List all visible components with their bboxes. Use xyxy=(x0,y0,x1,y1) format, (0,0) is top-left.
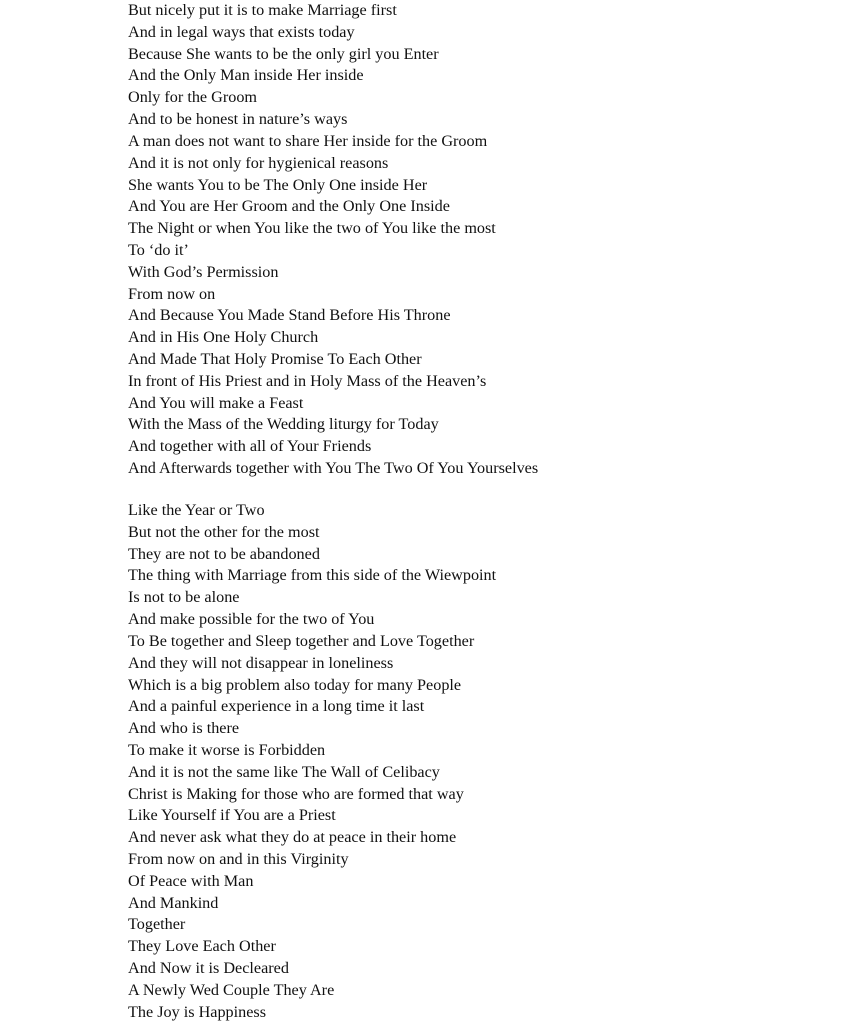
poem-line: Because She wants to be the only girl you Enter xyxy=(128,44,439,63)
poem-line: They are not to be abandoned xyxy=(128,544,320,563)
stanza-2 xyxy=(128,500,496,1024)
poem-line: And in legal ways that exists today xyxy=(128,22,355,41)
poem-line: Like Yourself if You are a Priest xyxy=(128,806,336,825)
poem-line: But not the other for the most xyxy=(128,522,320,541)
poem-line: And together with all of Your Friends xyxy=(128,437,372,456)
poem-line: And never ask what they do at peace in their home xyxy=(128,828,457,847)
poem-line: And who is there xyxy=(128,719,240,738)
poem-line: And Because You Made Stand Before His Throne xyxy=(128,306,451,325)
poem-line: To ‘do it’ xyxy=(128,240,189,259)
poem-line: From now on and in this Virginity xyxy=(128,850,349,868)
poem-line: With God’s Permission xyxy=(128,262,279,281)
poem-line: Christ is Making for those who are formed that way xyxy=(128,784,464,803)
poem-line: Only for the Groom xyxy=(128,88,258,107)
poem-line: Together xyxy=(128,915,186,934)
poem-line: Is not to be alone xyxy=(128,588,240,607)
poem-line: A Newly Wed Couple They Are xyxy=(128,980,335,999)
poem-line: And to be honest in nature’s ways xyxy=(128,110,348,129)
poem-line: With the Mass of the Wedding liturgy for Today xyxy=(128,415,439,434)
poem-line: And a painful experience in a long time it last xyxy=(128,697,425,716)
poem-line: And make possible for the two of You xyxy=(128,610,375,629)
poem-line: And it is not the same like The Wall of Celibacy xyxy=(128,762,440,781)
poem-line: And Made That Holy Promise To Each Other xyxy=(128,350,422,368)
poem-line: Which is a big problem also today for many People xyxy=(128,675,462,694)
poem-line: And Now it is Decleared xyxy=(128,959,289,978)
poem-line: And it is not only for hygienical reasons xyxy=(128,153,389,172)
poem-line: A man does not want to share Her inside for the Groom xyxy=(128,131,488,150)
poem-line: She wants You to be The Only One inside Her xyxy=(128,175,428,194)
poem-line: They Love Each Other xyxy=(128,937,276,956)
poem-line: To make it worse is Forbidden xyxy=(128,740,326,759)
poem-line: And Afterwards together with You The Two Of You Yourselves xyxy=(128,459,539,478)
poem-line: And You are Her Groom and the Only One Inside xyxy=(128,197,450,216)
poem-line: The thing with Marriage from this side of the Wiewpoint xyxy=(128,566,497,585)
poem-line: And in His One Holy Church xyxy=(128,328,319,347)
poem-line: Of Peace with Man xyxy=(128,871,254,890)
poem-line: And they will not disappear in loneliness xyxy=(128,653,394,672)
poem-line: To Be together and Sleep together and Love Together xyxy=(128,631,475,650)
poem-line: But nicely put it is to make Marriage first xyxy=(128,1,397,19)
poem-line: Like the Year or Two xyxy=(128,501,265,519)
poem-line: And Mankind xyxy=(128,893,219,912)
poem-line: The Joy is Happiness xyxy=(128,1002,267,1021)
poem-line: The Night or when You like the two of You like the most xyxy=(128,219,496,238)
poem-line: From now on xyxy=(128,284,216,303)
stanza-1 xyxy=(128,0,538,480)
poem-line: And You will make a Feast xyxy=(128,393,304,412)
poem-line: And the Only Man inside Her inside xyxy=(128,66,364,85)
poem-line: In front of His Priest and in Holy Mass of the Heaven’s xyxy=(128,371,487,390)
